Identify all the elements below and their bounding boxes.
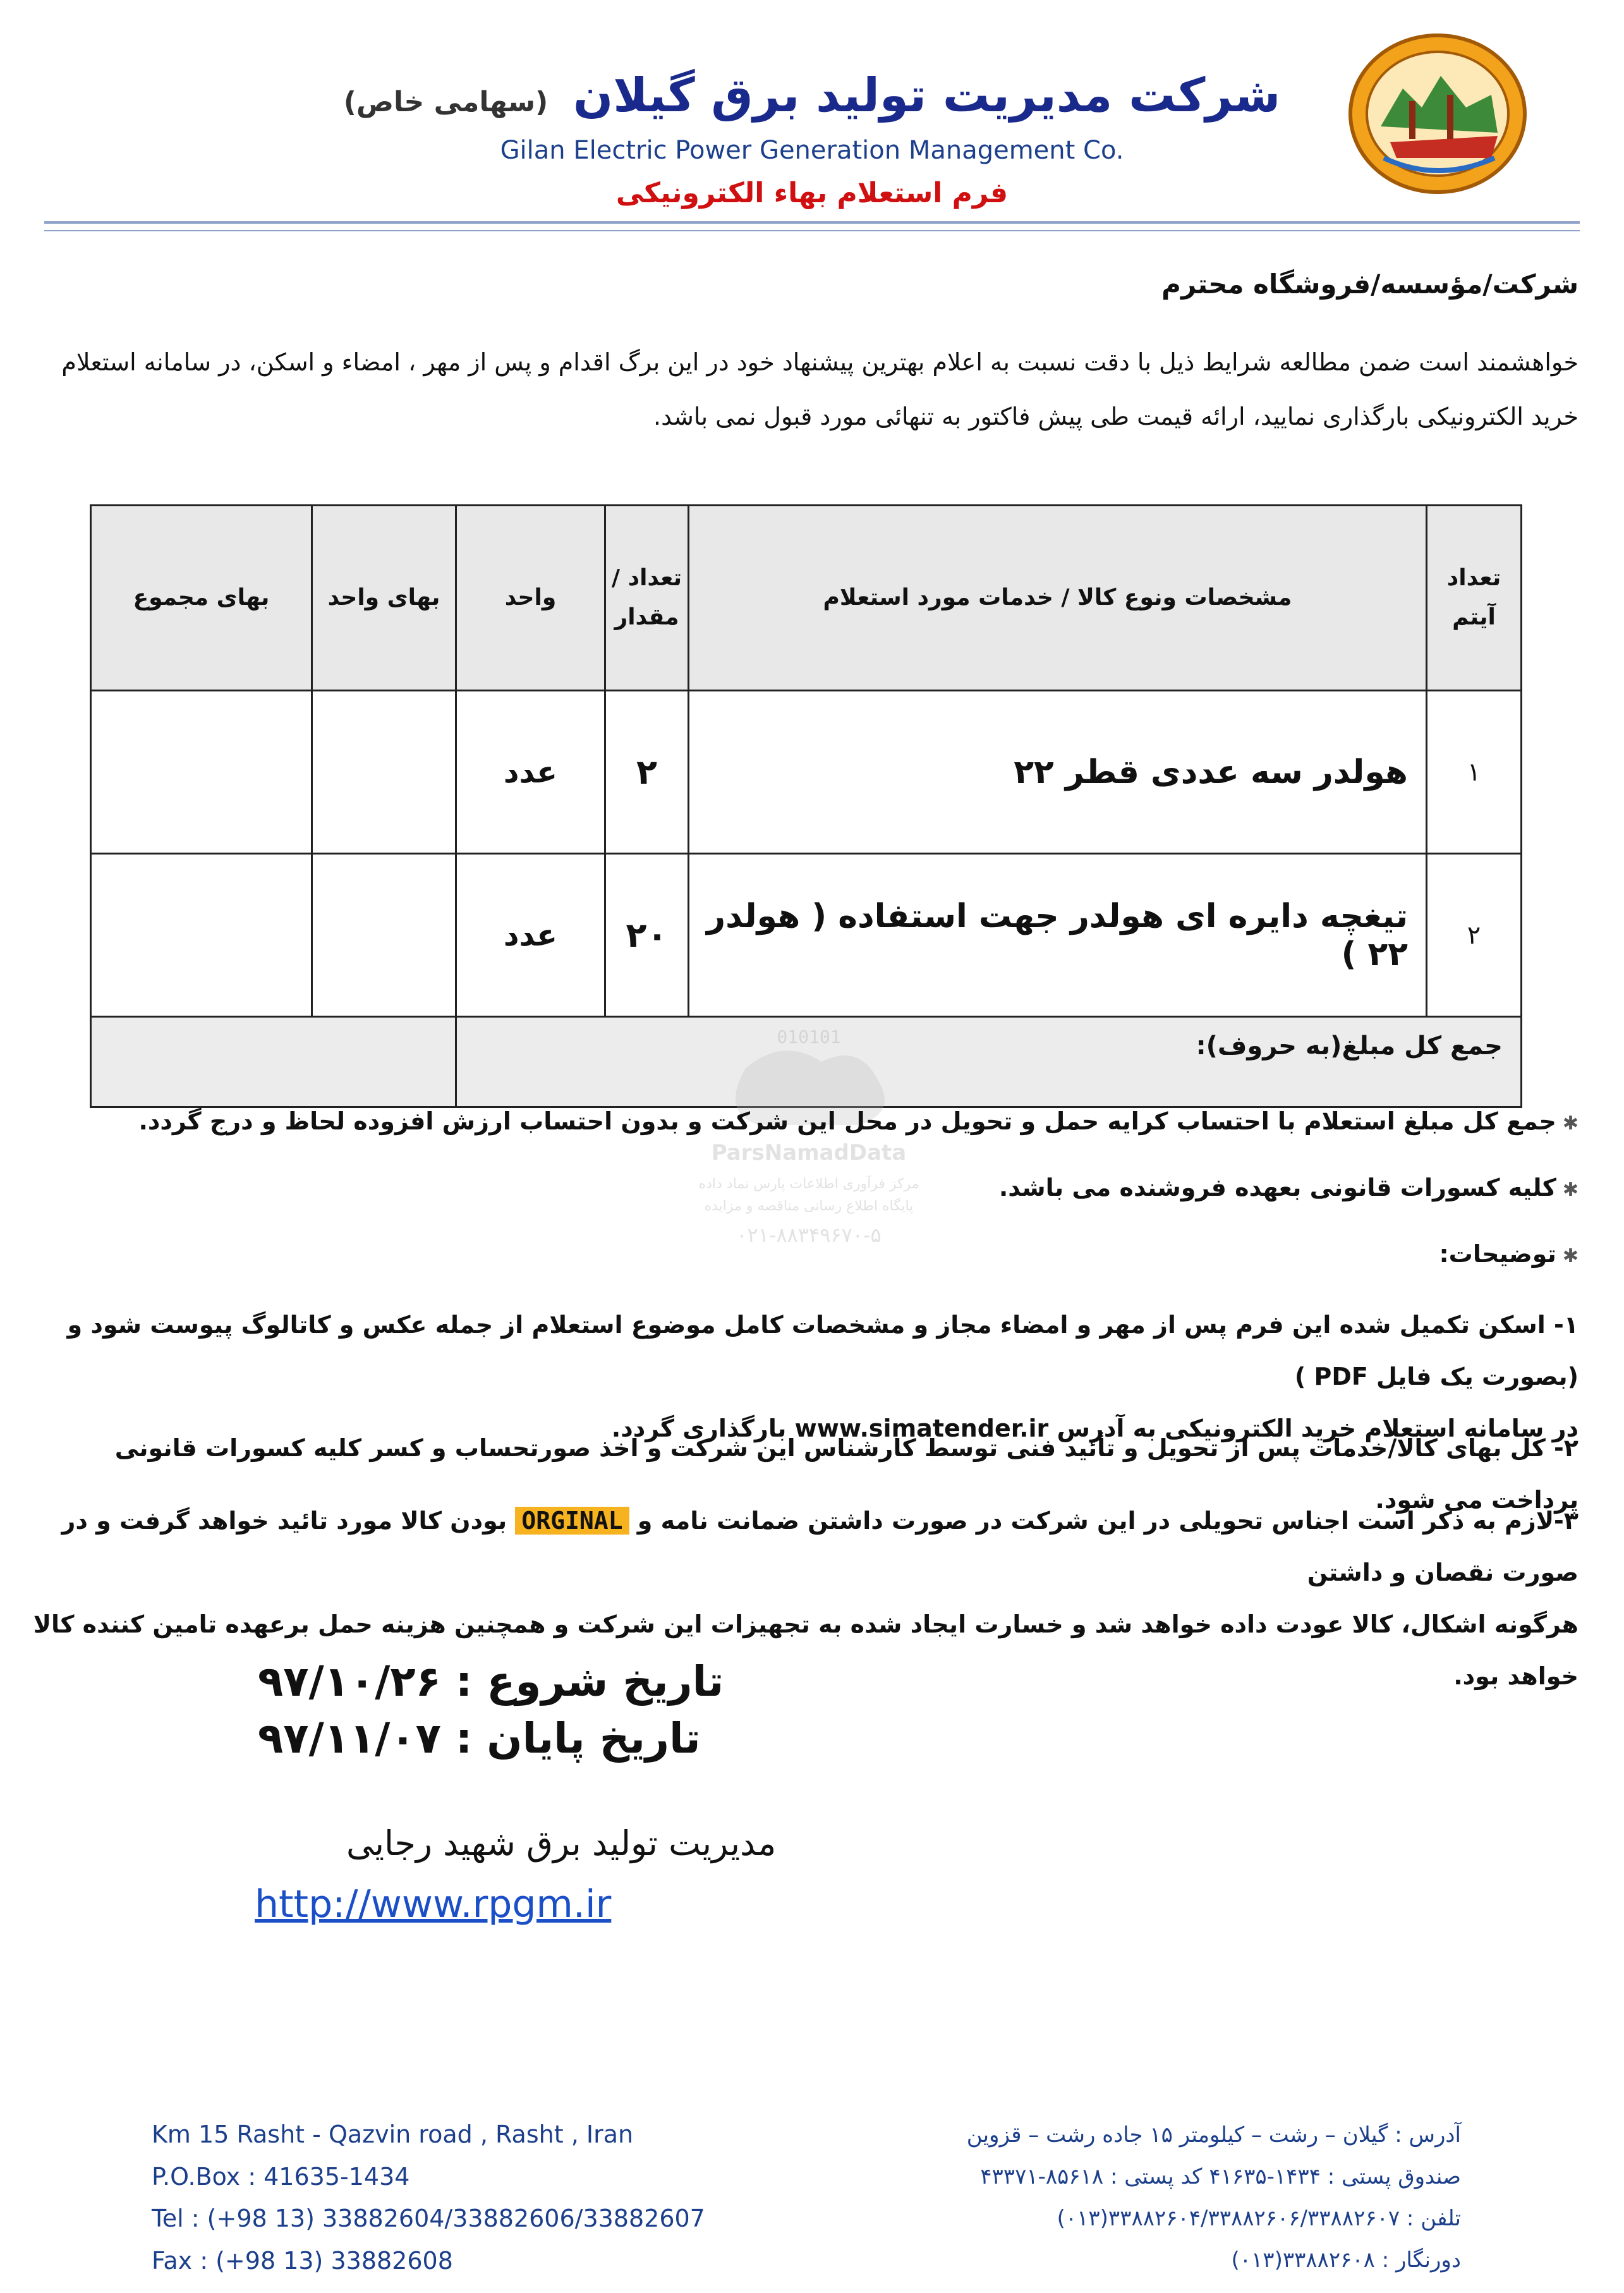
footer-tel-en: Tel : (+98 13) 33882604/33882606/33882607 <box>152 2205 705 2232</box>
explanation-3-line-2: هرگونه اشکال، کالا عودت داده خواهد شد و خسارت ایجاد شده به تجهیزات این شرکت و همچنین هزینه حمل برعهده تامین کننده کالا خواهد بود. <box>33 1610 1579 1690</box>
row-number: ۲ <box>1427 854 1522 1017</box>
watermark-line2: پایگاه اطلاع رسانی مناقصه و مزایده <box>704 1198 914 1214</box>
footer-tel-fa: تلفن : ۳۳۸۸۲۶۰۴/۳۳۸۸۲۶۰۶/۳۳۸۸۲۶۰۷(۰۱۳) <box>1057 2206 1461 2231</box>
header-item: تعداد آیتم <box>1427 506 1522 691</box>
note-1 <box>138 1107 1579 1135</box>
explanation-2: ۲- کل بهای کالا/خدمات پس از تحویل و تأئید فنی توسط کارشناس این شرکت و اخذ صورتحساب و کسر کلیه کسورات قانونی پرداخت می شود. <box>114 1434 1579 1514</box>
explanations-heading <box>1439 1240 1579 1268</box>
row-quantity: ۲۰ <box>605 854 689 1017</box>
original-highlight: ORGINAL <box>515 1507 629 1535</box>
row-total-price[interactable] <box>91 691 312 854</box>
table-row <box>91 691 1522 854</box>
note-2-text: کلیه کسورات قانونی بعهده فروشنده می باشد. <box>998 1174 1556 1201</box>
row-description: تیغچه دایره ای هولدر جهت استفاده ( هولدر ۲۲ ) <box>689 854 1427 1017</box>
start-date: تاریخ شروع : ۹۷/۱۰/۲۶ <box>258 1657 724 1706</box>
explanation-3-suffix: بودن کالا مورد تائید خواهد گرفت و در صورت نقصان و داشتن <box>61 1507 1579 1586</box>
table-header-row <box>91 506 1522 691</box>
footer-pobox-en: P.O.Box : 41635-1434 <box>152 2163 410 2191</box>
signoff: مدیریت تولید برق شهید رجایی <box>346 1823 777 1863</box>
row-unit: عدد <box>456 854 605 1017</box>
footer-address-en: Km 15 Rasht - Qazvin road , Rasht , Iran <box>152 2120 634 2148</box>
watermark-logo <box>670 1030 948 1258</box>
footer-fax-fa: دورنگار : ۳۳۸۸۲۶۰۸(۰۱۳) <box>1231 2247 1461 2273</box>
row-total-price[interactable] <box>91 854 312 1017</box>
items-table <box>90 504 1522 1108</box>
row-quantity: ۲ <box>605 691 689 854</box>
row-unit-price[interactable] <box>312 691 456 854</box>
simatender-link[interactable]: www.simatender.ir <box>794 1414 1049 1442</box>
note-2 <box>999 1174 1579 1201</box>
end-date: تاریخ پایان : ۹۷/۱۱/۰۷ <box>258 1714 701 1763</box>
footer-fax-en: Fax : (+98 13) 33882608 <box>152 2247 453 2275</box>
company-type: (سهامی خاص) <box>343 86 548 118</box>
footer-pobox-fa: صندوق پستی : ۱۴۳۴-۴۱۶۳۵ کد پستی : ۸۵۶۱۸-۴۳۳۷۱ <box>980 2164 1461 2189</box>
asterisk-icon: ✱ <box>1562 1112 1579 1134</box>
header-quantity: تعداد / مقدار <box>605 506 689 691</box>
total-amount-label: جمع کل مبلغ(به حروف): <box>456 1017 1522 1107</box>
watermark-brand: ParsNamadData <box>711 1140 907 1165</box>
explanation-1-suffix: بارگذاری گردد. <box>611 1414 787 1442</box>
intro-paragraph: خواهشمند است ضمن مطالعه شرایط ذیل با دقت نسبت به اعلام بهترین پیشنهاد خود در این برگ اقدام و پس از مهر ، امضاء و اسکن، در سامانه استعلام خرید الکترونیکی بارگذاری نمایید، ارائه قیمت طی پیش فاکتور به تنهائی مورد قبول نمی باشد. <box>61 348 1579 430</box>
company-name: شرکت مدیریت تولید برق گیلان <box>573 68 1281 123</box>
watermark-digits: 010101 <box>777 1030 841 1047</box>
header-unit-price: بهای واحد <box>312 506 456 691</box>
company-name-fa <box>0 68 1624 123</box>
note-1-text: جمع کل مبلغ استعلام با احتساب کرایه حمل و تحویل در محل این شرکت و بدون احتساب ارزش افزوده لحاظ و درج گردد. <box>138 1107 1556 1135</box>
company-name-en: Gilan Electric Power Generation Management Co. <box>500 136 1124 165</box>
footer-address-fa: آدرس : گیلان – رشت – کیلومتر ۱۵ جاده رشت – قزوین <box>966 2122 1461 2148</box>
watermark-line1: مرکز فرآوری اطلاعات پارس نماد داده <box>698 1176 919 1192</box>
row-unit-price[interactable] <box>312 854 456 1017</box>
header-total-price: بهای مجموع <box>91 506 312 691</box>
watermark-phone: ۰۲۱-۸۸۳۴۹۶۷۰-۵ <box>736 1223 882 1247</box>
explanation-3-prefix: ۳-لازم به ذکر است اجناس تحویلی در این شرکت در صورت داشتن ضمانت نامه و <box>637 1507 1579 1535</box>
total-amount-field[interactable] <box>91 1017 456 1107</box>
salutation: شرکت/مؤسسه/فروشگاه محترم <box>1161 269 1579 300</box>
table-row <box>91 854 1522 1017</box>
asterisk-icon: ✱ <box>1562 1179 1579 1201</box>
explanation-1-line-1: ۱- اسکن تکمیل شده این فرم پس از مهر و امضاء مجاز و مشخصات کامل موضوع استعلام از جمله عکس و کاتالوگ پیوست شود و (بصورت یک فایل PDF ) <box>67 1311 1579 1390</box>
header-divider <box>44 221 1580 231</box>
header-description: مشخصات ونوع کالا / خدمات مورد استعلام <box>689 506 1427 691</box>
row-number: ۱ <box>1427 691 1522 854</box>
explanation-3-line-1 <box>33 1495 1579 1598</box>
asterisk-icon: ✱ <box>1562 1245 1579 1267</box>
row-description: هولدر سه عددی قطر ۲۲ <box>689 691 1427 854</box>
website-link[interactable]: http://www.rpgm.ir <box>255 1882 612 1926</box>
header-unit: واحد <box>456 506 605 691</box>
explanation-1-prefix: در سامانه استعلام خرید الکترونیکی به آدرس <box>1057 1414 1579 1442</box>
row-unit: عدد <box>456 691 605 854</box>
form-title: فرم استعلام بهاء الکترونیکی <box>615 177 1009 209</box>
explanations-label: توضیحات: <box>1439 1240 1556 1268</box>
